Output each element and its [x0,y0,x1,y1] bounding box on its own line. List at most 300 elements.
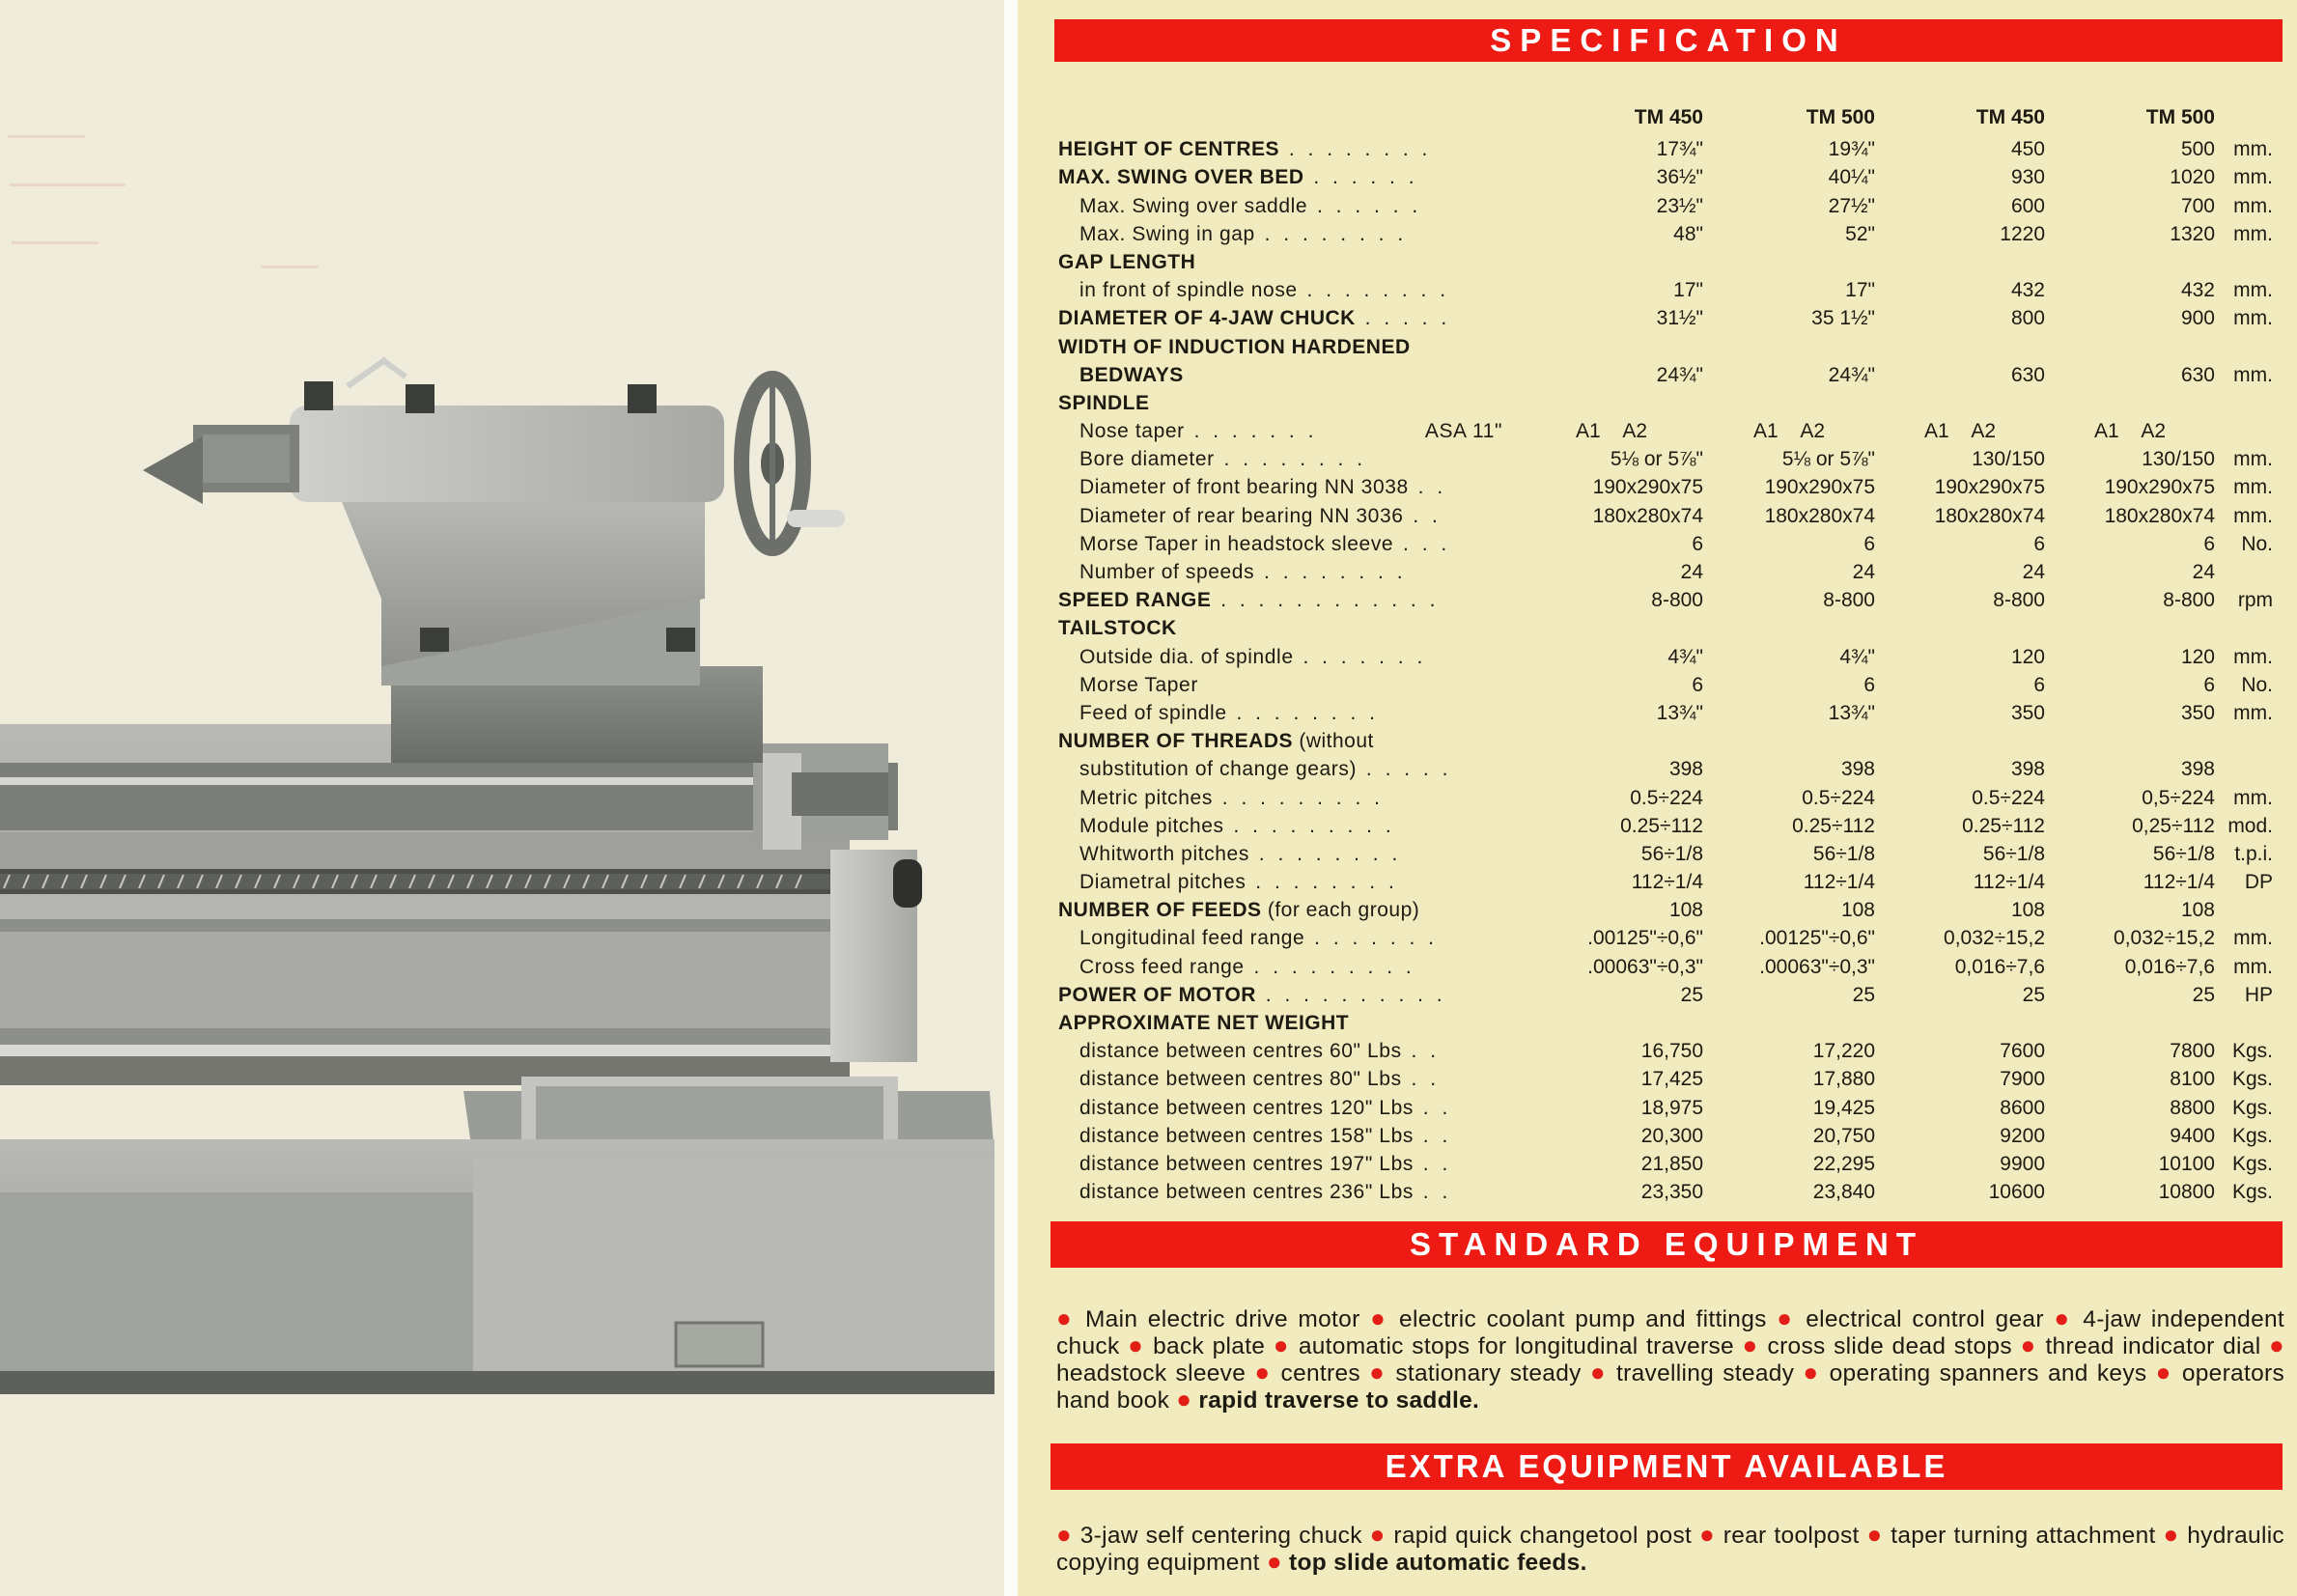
spec-col-4-value: 8100 [2170,1068,2215,1091]
extra-equipment-title: EXTRA EQUIPMENT AVAILABLE [1385,1448,1948,1484]
spec-row-label-text: Morse Taper in headstock sleeve [1079,532,1394,555]
spec-row-label [1058,528,1520,556]
spec-row-leader-dots: . . [1401,1040,1441,1063]
spec-col-3-value: 130/150 [1972,448,2045,471]
equipment-item: rapid quick changetool post [1393,1523,1693,1549]
spec-row [1058,443,2277,471]
spec-unit-header [2215,93,2277,133]
spec-row [1058,838,2277,866]
bullet-icon: ● [2020,1330,2037,1359]
spec-col-4-value: 700 [2180,194,2215,217]
spec-row-label-text: Max. Swing in gap [1079,222,1255,245]
spec-row-label-text: Diametral pitches [1079,871,1247,894]
spec-col-2-value: 27½" [1828,194,1875,217]
spec-col-1-value: 21,850 [1640,1152,1703,1175]
spec-row [1058,1176,2277,1204]
spec-row-leader-dots: . . [1413,1152,1452,1175]
spec-table [1058,93,2277,1204]
equipment-item: top slide automatic feeds. [1289,1550,1587,1576]
spec-col-4-value: 10100 [2158,1152,2215,1175]
bullet-icon: ● [1266,1547,1282,1576]
spec-row [1058,781,2277,809]
spec-row-label [1058,274,1520,302]
spec-col-1-value: 17¾" [1656,138,1703,161]
spec-col-4-value: 8800 [2170,1096,2215,1119]
spec-col-1-value: 398 [1668,758,1703,781]
spec-col-1-value: 48" [1673,222,1703,245]
tailstock-handwheel [742,378,845,548]
spec-col-2-value: 8-800 [1823,589,1875,612]
spec-col-4-value: A1 A2 [2093,420,2167,443]
spec-row-label [1058,669,1520,697]
spec-row-label [1058,781,1520,809]
spec-col-1-value [1520,330,1703,358]
spec-col-4-value: 0,032÷15,2 [2114,927,2215,950]
spec-row-leader-dots: . . . . . . . [1304,927,1439,950]
spec-unit: mm. [2233,701,2273,724]
spec-row-leader-dots: . . . . . . . . [1297,279,1450,302]
spec-row-label-text: in front of spindle nose [1079,279,1298,302]
spec-col-4-value: 432 [2180,279,2215,302]
spec-row-label-text: APPROXIMATE NET WEIGHT [1058,1012,1350,1034]
spec-unit: HP [2244,983,2273,1006]
spec-row-label-text: NUMBER OF THREADS [1058,730,1293,753]
spec-row [1058,330,2277,358]
spec-row-leader-dots: . . . . . . [1307,194,1422,217]
spec-row-leader-dots: . . . . . [1355,307,1451,330]
spec-row-label [1058,1148,1520,1176]
spec-unit: Kgs. [2231,1096,2273,1119]
spec-row-leader-dots: . . . . . . . . . . [1255,983,1446,1006]
spec-col-4-value: 120 [2180,645,2215,668]
spec-col-2-value [1703,246,1875,274]
spec-row-label [1058,133,1520,161]
spec-col-4-value: 8-800 [2163,589,2215,612]
spec-row [1058,499,2277,527]
spec-col-2-value: 398 [1840,758,1875,781]
spec-row-label [1058,161,1520,189]
spec-row-leader-dots: . . . . . . . . . [1244,955,1415,978]
bullet-icon: ● [1369,1358,1387,1386]
spec-row [1058,528,2277,556]
spec-col-3-value: 6 [2033,532,2045,555]
spec-col-3-value: 432 [2010,279,2045,302]
spec-row [1058,725,2277,753]
spec-row [1058,359,2277,387]
spec-row [1058,274,2277,302]
spec-col-4-value [2045,387,2215,415]
spec-row [1058,302,2277,330]
equipment-item: thread indicator dial [2045,1333,2261,1359]
spec-unit: t.p.i. [2234,842,2273,865]
spec-col-3-value [1875,725,2045,753]
equipment-item: centres [1280,1360,1360,1386]
spec-row-label-text: Module pitches [1079,814,1224,837]
spec-col-1-value: 0.25÷112 [1620,814,1703,837]
spec-row-leader-dots: . . [1413,1124,1452,1147]
spec-row-label [1058,1120,1520,1148]
bullet-icon: ● [2054,1303,2073,1332]
spec-row-label-text: SPEED RANGE [1058,589,1212,612]
spec-col-3-value: 630 [2010,363,2045,386]
spec-row-leader-dots: . . [1403,504,1442,527]
spec-row-leader-dots: . . [1413,1181,1452,1204]
spec-unit: mm. [2233,504,2273,527]
spec-row-label-text: distance between centres 236" Lbs [1079,1181,1414,1204]
bullet-icon: ● [1866,1520,1884,1549]
spec-unit: mm. [2233,194,2273,217]
spec-row-label [1058,640,1520,668]
spec-col-4-value: 7800 [2170,1040,2215,1063]
lathe-base [0,1077,994,1394]
spec-row-label [1058,443,1520,471]
spec-col-1-value: 180x280x74 [1592,504,1703,527]
equipment-item: Main electric drive motor [1084,1306,1360,1332]
spec-unit: mm. [2233,307,2273,330]
bullet-icon: ● [1742,1330,1759,1359]
spec-col-2-value [1703,1007,1875,1035]
lathe-photo [0,0,1004,1596]
spec-col-4-value [2045,612,2215,640]
spec-row-label-text: POWER OF MOTOR [1058,983,1256,1006]
spec-col-1-value: 23,350 [1640,1181,1703,1204]
spec-unit: mm. [2233,786,2273,809]
spec-row [1058,1148,2277,1176]
spec-col-2-value [1703,612,1875,640]
spec-row-label-text: Feed of spindle [1079,701,1227,724]
spec-col-3-value: 6 [2033,673,2045,696]
bullet-icon: ● [1128,1330,1145,1359]
spec-row-leader-dots: . . . . . . . . [1248,842,1402,865]
specification-banner [1054,19,2283,62]
spec-col-1-value: .00125"÷0,6" [1587,927,1703,950]
spec-col-2-value: 0.25÷112 [1792,814,1875,837]
spec-row-leader-dots: . . . . . . . . [1226,701,1379,724]
spec-row [1058,1007,2277,1035]
spec-col-3-value [1875,1007,2045,1035]
spec-col-3-value: 108 [2010,899,2045,922]
spec-col-2-value: 20,750 [1812,1124,1875,1147]
spec-col-4-value: 1320 [2170,222,2215,245]
spec-unit: mm. [2233,138,2273,161]
spec-unit [2215,725,2277,753]
spec-col-1-value: 112÷1/4 [1631,871,1703,894]
spec-row [1058,415,2277,443]
spec-col-2-value: .00125"÷0,6" [1759,927,1875,950]
spec-row-leader-dots: . . [1408,476,1447,499]
spec-col-4-value: 6 [2203,673,2215,696]
spec-col-1-value: 17" [1673,279,1703,302]
equipment-item: electric coolant pump and fittings [1399,1306,1767,1332]
spec-row [1058,1091,2277,1119]
spec-col-2-value: 17" [1845,279,1875,302]
spec-row [1058,189,2277,217]
spec-row-leader-dots: . . . . . . . . . . . . [1211,589,1440,612]
spec-col-3-value: 450 [2010,138,2045,161]
spec-col-1-value [1520,1007,1703,1035]
spec-row-label-text: DIAMETER OF 4-JAW CHUCK [1058,307,1356,330]
spec-col-4-value: 24 [2192,561,2215,583]
spec-col-1-value [1520,725,1703,753]
spec-row-label [1058,499,1520,527]
spec-col-1-header: TM 450 [1634,106,1703,128]
spec-row [1058,556,2277,584]
spec-row-label [1058,556,1520,584]
spec-col-1-value: 8-800 [1651,589,1703,612]
spec-row-label [1058,1091,1520,1119]
spec-unit: Kgs. [2231,1040,2273,1063]
spec-col-2-value [1703,725,1875,753]
spec-col-2-value: 180x280x74 [1764,504,1875,527]
spec-row-label [1058,387,1520,415]
spec-col-1-value: 36½" [1656,166,1703,189]
spec-unit: No. [2241,673,2273,696]
spec-unit [2215,894,2277,922]
spec-col-3-value: 398 [2010,758,2045,781]
spec-unit: Kgs. [2231,1152,2273,1175]
spec-col-1-value: 13¾" [1656,701,1703,724]
spec-col-2-value: 35 1½" [1811,307,1875,330]
spec-row-leader-dots: . . . . . . . . [1254,561,1407,583]
spec-row-label-text: Bore diameter [1079,448,1215,471]
spec-col-4-value [2045,330,2215,358]
spec-unit: mm. [2233,927,2273,950]
spec-row-label [1058,1063,1520,1091]
spec-col-4-value [2045,725,2215,753]
spec-unit [2215,415,2277,443]
spec-unit: mm. [2233,363,2273,386]
spec-col-3-value: 0,016÷7,6 [1954,955,2045,978]
spec-col-1-value: 190x290x75 [1592,476,1703,499]
bullet-icon: ● [1273,1330,1291,1359]
equipment-item: automatic stops for longitudinal traverse [1298,1333,1734,1359]
equipment-item: travelling steady [1616,1360,1795,1386]
spec-col-4-value: 0,016÷7,6 [2124,955,2215,978]
spec-row-label [1058,1035,1520,1063]
spec-col-4-value: 9400 [2170,1124,2215,1147]
spec-row-note: (for each group) [1261,899,1420,922]
spec-col-1-value: 16,750 [1640,1040,1703,1063]
spec-row [1058,979,2277,1007]
spec-row-label-text: Whitworth pitches [1079,842,1249,865]
spec-col-3-value: 24 [2022,561,2045,583]
equipment-item: cross slide dead stops [1767,1333,2012,1359]
spec-col-4-value: 0,5÷224 [2142,786,2215,809]
spec-unit: mm. [2233,279,2273,302]
spec-row-label [1058,189,1520,217]
spec-col-2-value: 19,425 [1812,1096,1875,1119]
standard-equipment-banner [1050,1221,2283,1268]
equipment-item: hydraulic copying equipment [1056,1523,2284,1576]
spec-row-leader-dots: . . [1413,1096,1452,1119]
equipment-item: 4-jaw independent chuck [1056,1306,2285,1359]
spec-header-label [1058,93,1520,133]
spec-row-label [1058,1176,1520,1204]
spec-col-4-value: 190x290x75 [2104,476,2215,499]
bullet-icon: ● [1589,1358,1608,1386]
spec-col-3-value: 112÷1/4 [1973,871,2045,894]
spec-row-extra: ASA 11" [1424,420,1502,443]
spec-row-leader-dots: . . . . . . . . [1254,222,1408,245]
bullet-icon: ● [1056,1303,1076,1332]
spec-row [1058,133,2277,161]
spec-col-2-header: TM 500 [1806,106,1875,128]
spec-row-leader-dots: . . . . . . . [1293,645,1427,668]
spec-col-2-value: 17,220 [1812,1040,1875,1063]
spec-row [1058,1120,2277,1148]
spec-col-1-value: .00063"÷0,3" [1587,955,1703,978]
spec-col-1-value: 17,425 [1640,1068,1703,1091]
bullet-icon: ● [1699,1520,1716,1549]
specification-title: SPECIFICATION [1490,22,1847,58]
spec-col-3-value: 190x290x75 [1934,476,2045,499]
equipment-item: rear toolpost [1723,1523,1860,1549]
spec-col-2-value: 17,880 [1812,1068,1875,1091]
spec-unit: mm. [2233,955,2273,978]
spec-col-3-value: 800 [2010,307,2045,330]
spec-row-label-text: SPINDLE [1058,391,1150,414]
standard-equipment-list [1056,1305,2284,1414]
spec-col-3-value [1875,246,2045,274]
spec-unit [2215,1007,2277,1035]
spec-row-label [1058,838,1520,866]
equipment-item: operating spanners and keys [1829,1360,2147,1386]
spec-row [1058,922,2277,950]
bullet-icon: ● [1369,1520,1387,1549]
bullet-icon: ● [2269,1330,2285,1359]
spec-row [1058,810,2277,838]
spec-col-1-value: 108 [1668,899,1703,922]
spec-col-4-value: 900 [2180,307,2215,330]
spec-row-leader-dots: . . [1401,1068,1441,1091]
spec-col-1-value: 20,300 [1640,1124,1703,1147]
spec-col-1-value: A1 A2 [1575,420,1648,443]
spec-row-label-text: substitution of change gears) [1079,758,1358,781]
spec-row-leader-dots: . . . . . . . . [1214,448,1367,471]
spec-col-1-value: 4¾" [1667,645,1703,668]
spec-col-3-value: 0,032÷15,2 [1944,927,2045,950]
spec-col-1-value: 24 [1680,561,1703,583]
spec-row-label [1058,1007,1520,1035]
spec-row-leader-dots: . . . . . [1357,758,1452,781]
spec-row-label-text: MAX. SWING OVER BED [1058,166,1304,189]
spec-row [1058,161,2277,189]
equipment-item: headstock sleeve [1056,1360,1247,1386]
spec-col-1-value: 18,975 [1640,1096,1703,1119]
spec-row-leader-dots: . . . [1393,532,1451,555]
spec-row-label [1058,415,1520,443]
spec-row-label-text: Morse Taper [1079,673,1198,696]
spec-col-1-value: 6 [1692,532,1703,555]
spec-row [1058,218,2277,246]
spec-col-1-value: 0.5÷224 [1630,786,1703,809]
spec-row-label-text: Diameter of rear bearing NN 3036 [1079,504,1404,527]
spec-unit [2215,556,2277,584]
spec-col-4-value: 56÷1/8 [2152,842,2215,865]
spec-col-4-value: 0,25÷112 [2132,814,2215,837]
lathe-photo-page [0,0,1004,1596]
spec-col-4-value: 10800 [2158,1181,2215,1204]
spec-col-3-value: 930 [2010,166,2045,189]
spec-row-label [1058,922,1520,950]
spec-col-2-value: 52" [1845,222,1875,245]
spec-row [1058,246,2277,274]
spec-row-leader-dots: . . . . . . . . . [1212,786,1384,809]
spec-col-1-value [1520,387,1703,415]
spec-col-4-value: 108 [2180,899,2215,922]
spec-col-2-value: 23,840 [1812,1181,1875,1204]
spec-col-2-value: 24¾" [1828,363,1875,386]
equipment-item: back plate [1153,1333,1266,1359]
spec-col-4-value: 112÷1/4 [2143,871,2215,894]
spec-row-label-text: Metric pitches [1079,786,1213,809]
spec-col-2-value: .00063"÷0,3" [1759,955,1875,978]
page-gutter [1004,0,1018,1596]
spec-unit: No. [2241,532,2273,555]
spec-row [1058,1063,2277,1091]
spec-col-1-value: 5⅛ or 5⅞" [1610,448,1703,471]
bullet-icon: ● [1056,1520,1073,1549]
spec-row-label-text: distance between centres 60" Lbs [1079,1040,1402,1063]
spec-row-label [1058,979,1520,1007]
spec-col-3-value: 9200 [2000,1124,2045,1147]
spec-unit: Kgs. [2231,1068,2273,1091]
spec-col-2-value: A1 A2 [1752,420,1826,443]
spec-row-label-text: NUMBER OF FEEDS [1058,899,1262,922]
spec-col-1-value: 31½" [1656,307,1703,330]
extra-equipment-banner [1050,1443,2283,1490]
extra-equipment-list [1056,1522,2284,1576]
spec-col-1-value: 24¾" [1656,363,1703,386]
spec-col-2-value: 56÷1/8 [1812,842,1875,865]
spec-unit [2215,330,2277,358]
bullet-icon: ● [2155,1358,2173,1386]
spec-page [1018,0,2297,1596]
equipment-item: taper turning attachment [1891,1523,2156,1549]
spec-col-1-value: 23½" [1656,194,1703,217]
spec-row-label-text: distance between centres 120" Lbs [1079,1096,1414,1119]
spec-body [1058,133,2277,1204]
equipment-item: rapid traverse to saddle. [1198,1387,1480,1414]
spec-row-label-text: GAP LENGTH [1058,250,1196,273]
spec-col-2-value: 24 [1852,561,1875,583]
spec-unit: mm. [2233,448,2273,471]
spec-row-label [1058,330,1520,358]
spec-col-2-value: 108 [1840,899,1875,922]
spec-unit: Kgs. [2231,1181,2273,1204]
spec-col-4-header: TM 500 [2145,106,2215,128]
spec-col-3-value [1875,387,2045,415]
spec-col-2-value: 6 [1863,532,1875,555]
spec-col-3-value: 25 [2022,983,2045,1006]
spec-row-label [1058,725,1520,753]
spec-row [1058,753,2277,781]
spec-col-1-value [1520,612,1703,640]
spec-col-2-value: 190x290x75 [1764,476,1875,499]
spec-row-label-text: distance between centres 158" Lbs [1079,1124,1414,1147]
spec-row [1058,640,2277,668]
spec-row [1058,1035,2277,1063]
spec-col-4-value [2045,246,2215,274]
spec-row-label-text: Diameter of front bearing NN 3038 [1079,476,1409,499]
spec-row [1058,584,2277,612]
spec-unit: DP [2244,871,2273,894]
spec-col-4-value: 25 [2192,983,2215,1006]
spec-col-4-value: 1020 [2170,166,2215,189]
spec-row-label [1058,612,1520,640]
spec-row-label [1058,471,1520,499]
spec-unit: rpm [2237,589,2273,612]
